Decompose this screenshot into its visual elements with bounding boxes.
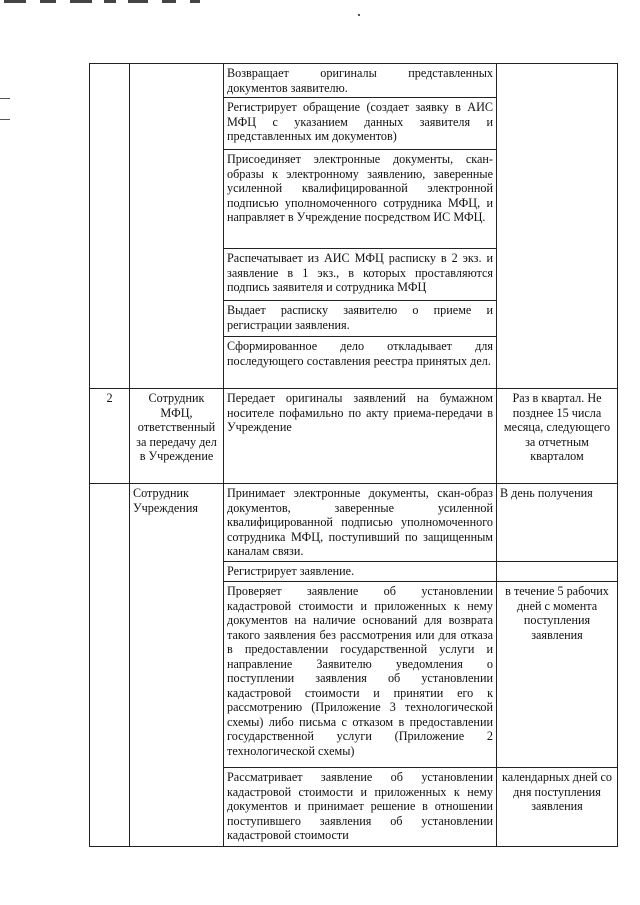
scan-edge-mark: [0, 119, 10, 120]
actor-cell: [130, 64, 224, 389]
term-cell: В день получения: [497, 484, 618, 562]
term-cell: [497, 64, 618, 389]
table-row: [90, 389, 618, 484]
action-cell: Сформированное дело откладывает для последующего составления реестра принятых дел.: [224, 337, 497, 389]
term-cell: в течение 5 рабочих дней с момента поступления заявления: [497, 582, 618, 768]
action-cell: Возвращает оригиналы представленных документов заявителю.: [224, 64, 497, 98]
step-number: 2: [90, 389, 130, 484]
term-cell: Раз в квартал. Не позднее 15 числа месяца, следующего за отчетным кварталом: [497, 389, 618, 484]
actor-cell: Сотрудник МФЦ, ответственный за передачу дел в Учреждение: [130, 389, 224, 484]
action-cell: Регистрирует обращение (создает заявку в АИС МФЦ с указанием данных заявителя и представленных им документов): [224, 98, 497, 150]
term-cell: [497, 562, 618, 582]
action-cell: Присоединяет электронные документы, скан-образы к электронному заявлению, заверенные усиленной квалифицированной электронной подписью уполномоченного сотрудника МФЦ, и направляет в Учреждение посредством ИС МФЦ.: [224, 150, 497, 249]
action-cell: Принимает электронные документы, скан-образ документов, заверенные усиленной квалифицированной подписью уполномоченного сотрудника МФЦ, поступивший по защищенным каналам связи.: [224, 484, 497, 562]
scan-speck: [358, 14, 360, 16]
procedure-table: [89, 63, 618, 847]
action-cell: Рассматривает заявление об установлении кадастровой стоимости и приложенных к нему документов и принимает решение в отношении поступившего заявления об установлении кадастровой стоимости: [224, 768, 497, 847]
action-cell: Передает оригиналы заявлений на бумажном носителе пофамильно по акту приема-передачи в Учреждение: [224, 389, 497, 484]
action-cell: Распечатывает из АИС МФЦ расписку в 2 экз. и заявление в 1 экз., в которых проставляются подпись заявителя и сотрудника МФЦ: [224, 249, 497, 301]
action-cell: Выдает расписку заявителю о приеме и регистрации заявления.: [224, 301, 497, 337]
number-cell: [90, 64, 130, 389]
action-cell: Проверяет заявление об установлении кадастровой стоимости и приложенных к нему документов на наличие оснований для возврата такого заявления без рассмотрения или для отказа в предоставлении государственной услуги и направление Заявителю уведомления о поступлении заявления об установлении кадастровой стоимости и принятии его к рассмотрению (Приложение 3 технологической схемы) либо письма с отказом в предоставлении государственной услуги (Приложение 2 технологической схемы): [224, 582, 497, 768]
term-cell: календарных дней со дня поступления заявления: [497, 768, 618, 847]
table-row: [90, 484, 618, 562]
action-cell: Регистрирует заявление.: [224, 562, 497, 582]
scan-edge-mark: [0, 98, 10, 99]
actor-cell: Сотрудник Учреждения: [130, 484, 224, 847]
number-cell: [90, 484, 130, 847]
table-row: [90, 64, 618, 98]
scan-artifact: [0, 0, 220, 6]
